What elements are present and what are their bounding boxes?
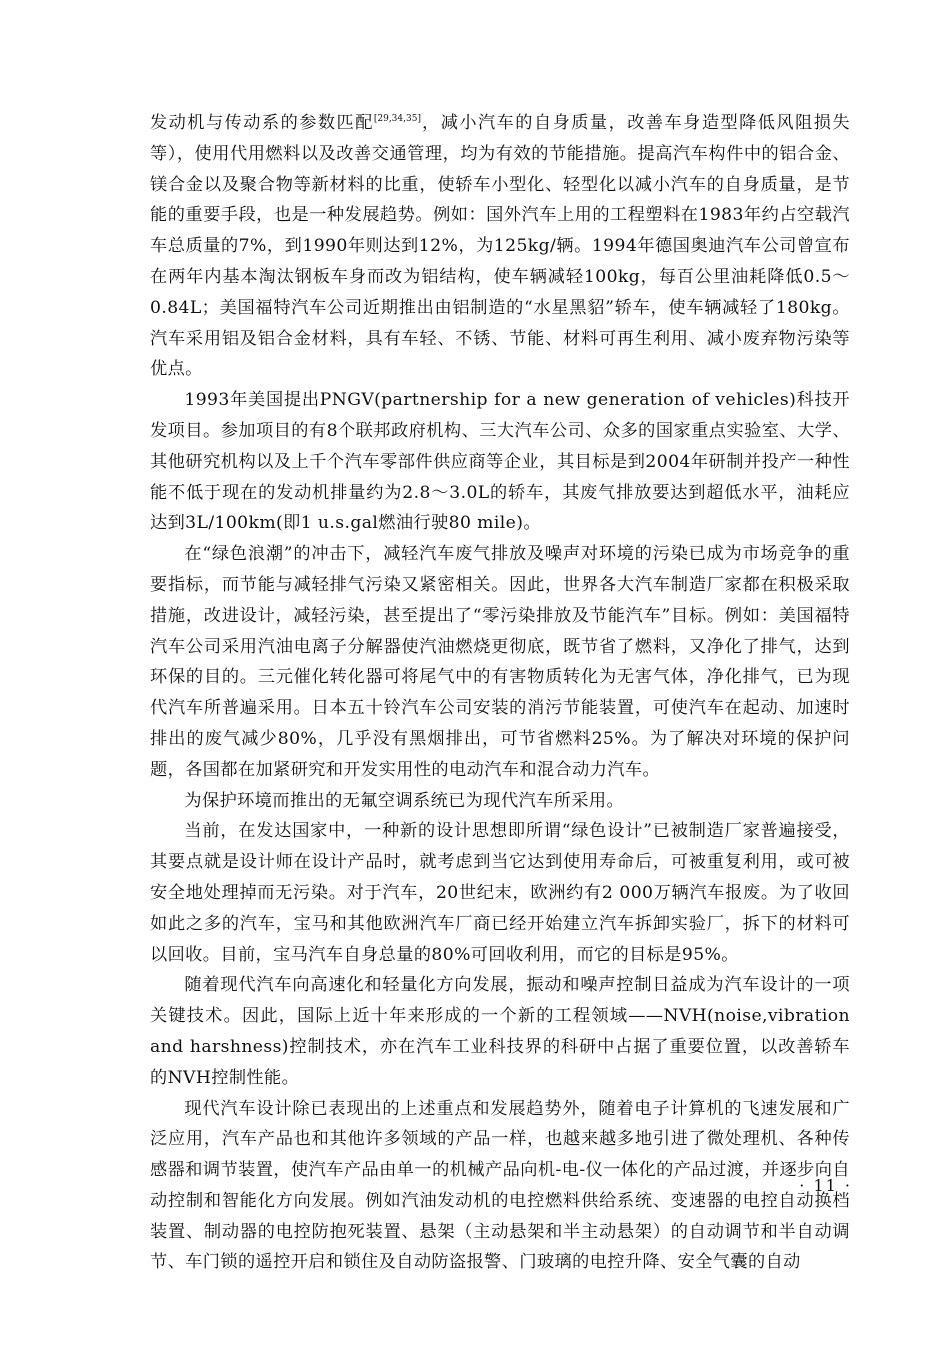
paragraph-2: 1993年美国提出PNGV(partnership for a new generation of vehicles)科技开发项目。参加项目的有8个联邦政府机构、三大汽车公司、众多的国家重点实验室、大学、其他研究机构以及上千个汽车零部件供应商等企业，其目标是到2004年研制并投产一种性能不低于现在的发动机排量约为2.8～3.0L的轿车，其废气排放要达到超低水平，油耗应达到3L/100km(即1 u.s.gal燃油行驶80 mile)。 bbox=[150, 390, 850, 534]
paragraph-1-text-end: ，减小汽车的自身质量，改善车身造型降低风阻损失等），使用代用燃料以及改善交通管理，均为有效的节能措施。提高汽车构件中的铝合金、镁合金以及聚合物等新材料的比重，使轿车小型化、轻型化以减小汽车的自身质量，是节能的重要手段，也是一种发展趋势。例如：国外汽车上用的工程塑料在1983年约占空载汽车总质量的7%，到1990年则达到12%，为125kg/辆。1994年德国奥迪汽车公司曾宣布在两年内基本淘汰钢板车身而改为铝结构，使车辆减轻100kg，每百公里油耗降低0.5～0.84L；美国福特汽车公司近期推出由铝制造的“水星黑貂”轿车，使车辆减轻了180kg。汽车采用铝及铝合金材料，具有车轻、不锈、节能、材料可再生利用、减小废弃物污染等优点。 bbox=[150, 113, 851, 380]
paragraph-6: 随着现代汽车向高速化和轻量化方向发展，振动和噪声控制日益成为汽车设计的一项关键技术。因此，国际上近十年来形成的一个新的工程领域——NVH(noise,vibration and harshness)控制技术，亦在汽车工业科技界的科研中占据了重要位置，以改善轿车的NVH控制性能。 bbox=[150, 975, 850, 1088]
paragraph-4: 为保护环境而推出的无氟空调系统已为现代汽车所采用。 bbox=[184, 790, 625, 811]
paragraph-7: 现代汽车设计除已表现出的上述重点和发展趋势外，随着电子计算机的飞速发展和广泛应用，汽车产品也和其他许多领域的产品一样，也越来越多地引进了微处理机、各种传感器和调节装置，使汽车产品由单一的机械产品向机-电-仪一体化的产品过渡，并逐步向自动控制和智能化方向发展。例如汽油发动机的电控燃料供给系统、变速器的电控自动换档装置、制动器的电控防抱死装置、悬架（主动悬架和半主动悬架）的自动调节和半自动调节、车门锁的遥控开启和锁住及自动防盗报警、门玻璃的电控升降、安全气囊的自动 bbox=[150, 1098, 850, 1273]
document-page bbox=[150, 108, 850, 1278]
paragraph-3: 在“绿色浪潮”的冲击下，减轻汽车废气排放及噪声对环境的污染已成为市场竞争的重要指标，而节能与减轻排气污染又紧密相关。因此，世界各大汽车制造厂家都在积极采取措施，改进设计，减轻污染，甚至提出了“零污染排放及节能汽车”目标。例如：美国福特汽车公司采用汽油电离子分解器使汽油燃烧更彻底，既节省了燃料，又净化了排气，达到环保的目的。三元催化转化器可将尾气中的有害物质转化为无害气体，净化排气，已为现代汽车所普遍采用。日本五十铃汽车公司安装的消污节能装置，可使汽车在起动、加速时排出的废气减少80%，几乎没有黑烟排出，可节省燃料25%。为了解决对环境的保护问题，各国都在加紧研究和开发实用性的电动汽车和混合动力汽车。 bbox=[150, 544, 850, 780]
paragraph-1 bbox=[150, 108, 850, 385]
page-number: · 11 · bbox=[799, 1176, 852, 1195]
citation-reference: [29,34,35] bbox=[373, 114, 421, 124]
paragraph-1-text-start: 发动机与传动系的参数匹配 bbox=[150, 113, 374, 133]
paragraph-5: 当前，在发达国家中，一种新的设计思想即所谓“绿色设计”已被制造厂家普遍接受，其要点就是设计师在设计产品时，就考虑到当它达到使用寿命后，可被重复利用，或可被安全地处理掉而无污染。对于汽车，20世纪末，欧洲约有2 000万辆汽车报废。为了收回如此之多的汽车，宝马和其他欧洲汽车厂商已经开始建立汽车拆卸实验厂，拆下的材料可以回收。目前，宝马汽车自身总量的80%可回收利用，而它的目标是95%。 bbox=[150, 821, 850, 965]
